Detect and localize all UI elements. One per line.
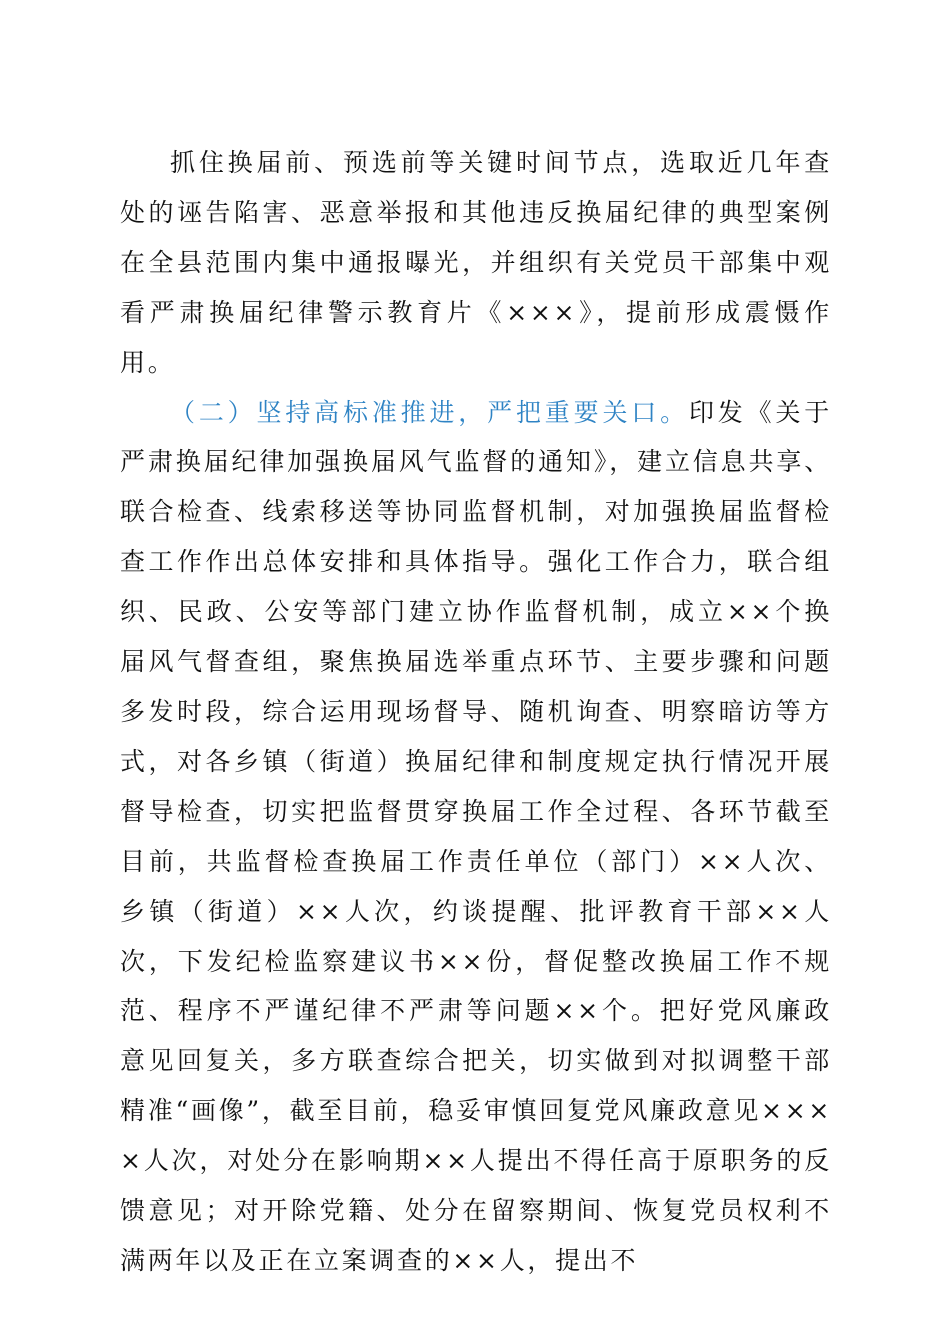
paragraph-1-text: 抓住换届前、预选前等关键时间节点，选取近几年查处的诬告陷害、恶意举报和其他违反换届纪律的典型案例在全县范围内集中通报曝光，并组织有关党员干部集中观看严肃换届纪律警示教育片《×××》，提前形成震慑作用。 (120, 148, 832, 377)
paragraph-1 (120, 138, 832, 388)
paragraph-2 (120, 388, 832, 1286)
document-body (120, 138, 832, 1286)
paragraph-2-text: 印发《关于严肃换届纪律加强换届风气监督的通知》，建立信息共享、联合检查、线索移送等协同监督机制，对加强换届监督检查工作作出总体安排和具体指导。强化工作合力，联合组织、民政、公安等部门建立协作监督机制，成立××个换届风气督查组，聚焦换届选举重点环节、主要步骤和问题多发时段，综合运用现场督导、随机询查、明察暗访等方式，对各乡镇（街道）换届纪律和制度规定执行情况开展督导检查，切实把监督贯穿换届工作全过程、各环节截至目前，共监督检查换届工作责任单位（部门）××人次、乡镇（街道）××人次，约谈提醒、批评教育干部××人次，下发纪检监察建议书××份，督促整改换届工作不规范、程序不严谨纪律不严肃等问题××个。把好党风廉政意见回复关，多方联查综合把关，切实做到对拟调整干部精准“画像”，截至目前，稳妥审慎回复党风廉政意见××××人次，对处分在影响期××人提出不得任高于原职务的反馈意见；对开除党籍、处分在留察期间、恢复党员权利不满两年以及正在立案调查的××人，提出不 (120, 397, 832, 1275)
section-heading: （二）坚持高标准推进，严把重要关口。 (170, 397, 689, 427)
